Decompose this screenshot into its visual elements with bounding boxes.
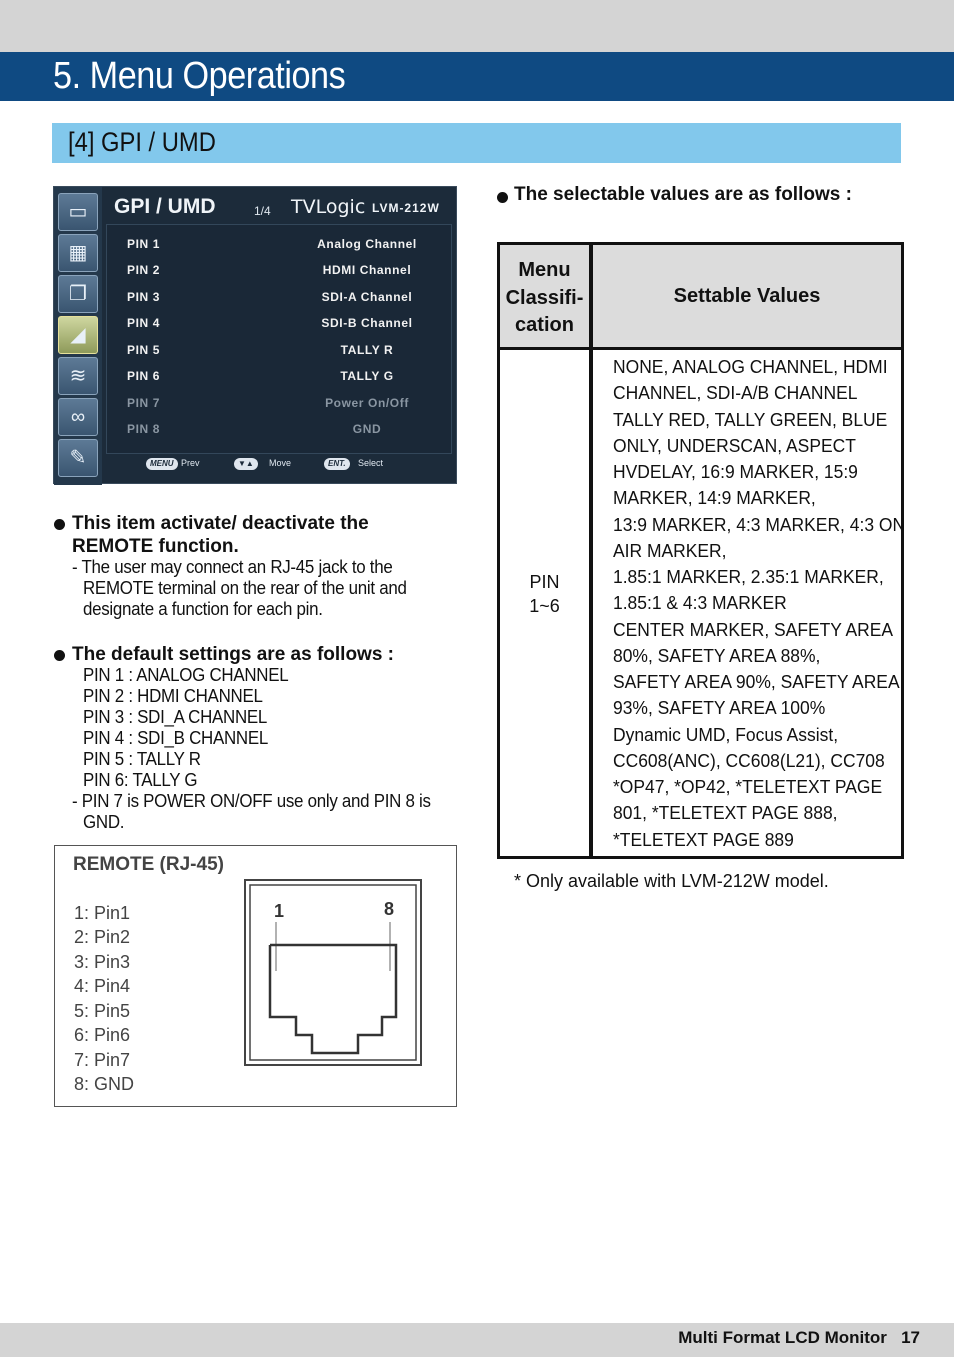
table-divider (500, 347, 901, 350)
header-menu-line: cation (515, 314, 574, 336)
osd-pin-value: GND (352, 422, 382, 436)
osd-menu-label: Prev (181, 458, 200, 468)
settable-value-line: 1.85:1 MARKER, 2.35:1 MARKER, (613, 567, 884, 587)
defaults-note: - PIN 7 is POWER ON/OFF use only and PIN 8 is (72, 791, 431, 811)
page-footer: Multi Format LCD Monitor 17 (678, 1328, 920, 1347)
monitor-icon: ▭ (58, 193, 98, 231)
osd-row (107, 310, 453, 336)
osd-pin-value: SDI-A Channel (321, 290, 413, 304)
osd-pin-label: PIN 1 (127, 237, 161, 251)
osd-page: 1/4 (254, 204, 271, 218)
osd-move-label: Move (269, 458, 292, 468)
table-divider (589, 245, 593, 856)
osd-row (107, 390, 453, 416)
activate-desc: REMOTE terminal on the rear of the unit and (83, 578, 407, 598)
top-band (0, 0, 954, 52)
osd-enter-key: ENT. (324, 458, 350, 470)
osd-pin-label: PIN 6 (127, 369, 161, 383)
osd-pin-label: PIN 8 (127, 422, 161, 436)
osd-enter-label: Select (358, 458, 384, 468)
defaults-note: GND. (83, 812, 125, 832)
header-menu-classification (500, 257, 589, 340)
cell-pin-line: 1~6 (529, 596, 560, 616)
footnote: * Only available with LVM-212W model. (514, 871, 829, 891)
osd-pin-label: PIN 2 (127, 263, 161, 277)
osd-pin-value: TALLY R (340, 343, 394, 357)
default-item: PIN 1 : ANALOG CHANNEL (83, 665, 289, 685)
osd-pin-list (106, 224, 452, 454)
settable-value-line: 801, *TELETEXT PAGE 888, (613, 803, 838, 824)
link-icon: ∞ (58, 398, 98, 436)
osd-pin-label: PIN 4 (127, 316, 161, 330)
cell-pin-range (500, 570, 589, 618)
gpi-icon: ◢ (58, 316, 98, 354)
color-icon: ▦ (58, 234, 98, 272)
remote-pin: 5: Pin5 (74, 1001, 131, 1021)
settable-value-line: CC608(ANC), CC608(L21), CC708 (613, 750, 885, 771)
osd-title: GPI / UMD (114, 195, 216, 218)
tools-icon: ✎ (58, 439, 98, 477)
osd-pin-value: HDMI Channel (322, 263, 412, 277)
remote-pin: 4: Pin4 (74, 976, 131, 996)
header-menu-line: Menu (518, 259, 571, 281)
settable-value-line: 93%, SAFETY AREA 100% (613, 698, 826, 719)
settable-value-line: 80%, SAFETY AREA 88%, (613, 645, 821, 666)
osd-brand: TVLogic (291, 196, 366, 218)
bullet-icon (54, 650, 65, 661)
header-settable-values: Settable Values (673, 285, 821, 307)
activate-desc: designate a function for each pin. (83, 599, 323, 619)
osd-sidebar (54, 187, 102, 485)
rj45-jack-diagram (244, 879, 422, 1066)
default-item: PIN 4 : SDI_B CHANNEL (83, 728, 268, 748)
chapter-title: 5. Menu Operations (53, 55, 346, 97)
activate-heading: This item activate/ deactivate the (72, 513, 369, 534)
default-item: PIN 6: TALLY G (83, 770, 198, 790)
remote-pin: 6: Pin6 (74, 1025, 131, 1045)
settable-value-line: AIR MARKER, (613, 540, 727, 561)
osd-pin-value: Power On/Off (325, 396, 409, 410)
osd-row (107, 231, 453, 257)
window-icon: ❐ (58, 275, 98, 313)
activate-desc: - The user may connect an RJ-45 jack to the (72, 557, 393, 577)
osd-row (107, 337, 453, 363)
diagram-pin-left-label: 1 (274, 901, 285, 921)
settable-value-line: NONE, ANALOG CHANNEL, HDMI (613, 357, 888, 377)
osd-pin-label: PIN 3 (127, 290, 161, 304)
settable-value-line: *TELETEXT PAGE 889 (613, 829, 794, 850)
header-menu-line: Classifi- (505, 286, 584, 309)
remote-pin: 3: Pin3 (74, 952, 131, 972)
settable-value-line: MARKER, 14:9 MARKER, (613, 488, 816, 509)
settable-value-line: Dynamic UMD, Focus Assist, (613, 724, 839, 745)
osd-row (107, 416, 453, 442)
diagram-pin-right-label: 8 (384, 899, 395, 919)
bullet-icon (54, 519, 65, 530)
osd-screenshot (53, 186, 457, 484)
osd-row (107, 257, 453, 283)
cell-pin-line: PIN (529, 572, 560, 592)
remote-pin: 7: Pin7 (74, 1050, 131, 1070)
default-item: PIN 3 : SDI_A CHANNEL (83, 707, 268, 727)
default-item: PIN 5 : TALLY R (83, 749, 201, 769)
settable-value-line: *OP47, *OP42, *TELETEXT PAGE (613, 777, 883, 797)
selectable-heading: The selectable values are as follows : (514, 184, 852, 205)
osd-row (107, 363, 453, 389)
settable-value-line: 1.85:1 & 4:3 MARKER (613, 593, 787, 614)
settable-value-line: TALLY RED, TALLY GREEN, BLUE (613, 409, 888, 430)
osd-model: LVM-212W (372, 201, 440, 215)
activate-heading: REMOTE function. (72, 536, 239, 557)
osd-pin-label: PIN 5 (127, 343, 161, 357)
settable-value-line: ONLY, UNDERSCAN, ASPECT (613, 435, 856, 456)
remote-pin: 2: Pin2 (74, 927, 131, 947)
osd-pin-value: Analog Channel (317, 237, 417, 251)
bullet-icon (497, 192, 508, 203)
section-title: [4] GPI / UMD (68, 127, 216, 157)
remote-pin: 1: Pin1 (74, 903, 131, 923)
settable-value-line: 13:9 MARKER, 4:3 MARKER, 4:3 ON (613, 514, 906, 535)
audio-icon: ≋ (58, 357, 98, 395)
osd-pin-value: TALLY G (340, 369, 394, 383)
osd-row (107, 284, 453, 310)
osd-pin-label: PIN 7 (127, 396, 161, 410)
osd-move-key: ▼▲ (234, 458, 258, 470)
remote-pin: 8: GND (74, 1074, 135, 1094)
default-item: PIN 2 : HDMI CHANNEL (83, 686, 263, 706)
settable-value-line: CENTER MARKER, SAFETY AREA (613, 619, 894, 640)
settable-value-line: HVDELAY, 16:9 MARKER, 15:9 (613, 462, 858, 482)
osd-menu-key: MENU (146, 458, 178, 470)
defaults-heading: The default settings are as follows : (72, 644, 395, 665)
remote-title: REMOTE (RJ-45) (73, 854, 224, 875)
settable-value-line: SAFETY AREA 90%, SAFETY AREA (613, 672, 900, 692)
osd-footer (106, 455, 452, 475)
settable-value-line: CHANNEL, SDI-A/B CHANNEL (613, 383, 858, 404)
osd-pin-value: SDI-B Channel (321, 316, 413, 330)
